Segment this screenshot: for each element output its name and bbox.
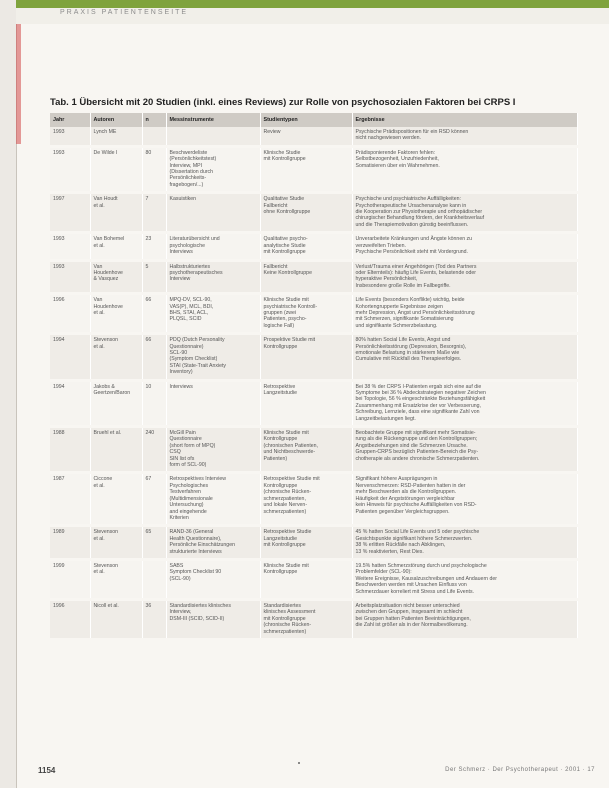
cell-line: 80% hatten Social Life Events, Angst und bbox=[355, 337, 451, 344]
cell-line: kein Hinweis für psychische Auffälligkeiten von RSD- bbox=[355, 502, 477, 509]
column-header-study-type: Studientypen bbox=[260, 113, 352, 127]
cell-line: 45 % hatten Social Life Events und 5 oder psychische bbox=[355, 529, 480, 536]
cell-line: (SCL-90) bbox=[169, 575, 191, 582]
cell-line: logische Fall) bbox=[263, 322, 295, 329]
cell-instruments bbox=[166, 334, 260, 380]
cell-authors bbox=[90, 559, 142, 599]
cell-authors bbox=[90, 146, 142, 192]
cell-line: Schmerzdauer korreliert mit Stress und Life Events. bbox=[355, 588, 474, 595]
cell-n bbox=[142, 127, 166, 146]
table-row bbox=[50, 526, 577, 560]
cell-year: 1989 bbox=[50, 526, 90, 560]
cell-instruments bbox=[166, 294, 260, 334]
section-label: PRAXIS PATIENTENSEITE bbox=[60, 9, 189, 16]
cell-line: Psychische Persönlichkeit steht mit Vordergrund. bbox=[355, 249, 468, 256]
studies-table bbox=[50, 113, 578, 641]
cell-year: 1996 bbox=[50, 294, 90, 334]
cell-line: Interview, bbox=[169, 609, 192, 616]
cell-n: 240 bbox=[142, 427, 166, 473]
cell-study-type bbox=[260, 146, 352, 192]
cell-line: Fallbericht bbox=[263, 263, 288, 270]
cell-line: Questionnaire) bbox=[169, 343, 204, 350]
cell-line: Problemfelder (SCL-90): bbox=[355, 569, 412, 576]
cell-line: and eingehende bbox=[169, 508, 207, 515]
cell-line: schmerzpatienten) bbox=[263, 508, 307, 515]
cell-results bbox=[352, 526, 577, 560]
cell-year: 1993 bbox=[50, 146, 90, 192]
cell-line: Symptome bei 36 % Abdeckstrategien negativer Zeichen bbox=[355, 390, 486, 396]
cell-line: Van Bohemel bbox=[93, 236, 125, 243]
cell-line: Patienten) bbox=[263, 455, 288, 462]
cell-n: 36 bbox=[142, 599, 166, 639]
cell-line: Klinische Studie bbox=[263, 149, 301, 156]
table-row bbox=[50, 294, 577, 334]
cell-line: Inventory) bbox=[169, 369, 193, 376]
cell-line: DSM-III (SCID, SCID-II) bbox=[169, 615, 225, 622]
cell-line: Bei 38 % der CRPS I-Patienten ergab sich eine auf die bbox=[355, 383, 482, 390]
cell-line: Literaturübersicht und bbox=[169, 236, 220, 243]
table-row bbox=[50, 473, 577, 526]
cell-line: Van bbox=[93, 263, 103, 270]
cell-study-type bbox=[260, 599, 352, 639]
table-row bbox=[50, 380, 577, 426]
cell-line: psychologische bbox=[169, 242, 205, 249]
cell-line: und lokale Nerven- bbox=[263, 502, 308, 509]
cell-line: chirurgischer Behandlung fördern, der Krankheitsverlauf bbox=[355, 215, 485, 222]
cell-authors bbox=[90, 473, 142, 526]
cell-line: gruppen (zwei bbox=[263, 309, 297, 316]
cell-year: 1996 bbox=[50, 599, 90, 639]
cell-line: Beobachtete Gruppe mit signifikant mehr Somatisie- bbox=[355, 430, 476, 437]
cell-line: Houdenhove bbox=[93, 303, 123, 310]
cell-line: Beschwerden werden mit Ursachen Einfluss von bbox=[355, 582, 467, 589]
cell-year: 1993 bbox=[50, 260, 90, 294]
cell-line: Stevenson bbox=[93, 337, 119, 344]
cell-line: Häufigkeit der Angststörungen vergleichbar bbox=[355, 495, 455, 502]
cell-line: schmerzpatienten) bbox=[263, 628, 307, 635]
cell-line: und signifikante Schmerzbelastung. bbox=[355, 322, 438, 329]
cell-instruments bbox=[166, 380, 260, 426]
column-header-authors: Autoren bbox=[90, 113, 142, 127]
cell-line: Psychologisches bbox=[169, 482, 209, 489]
cell-line: Patienten, psycho- bbox=[263, 316, 307, 323]
cell-line: et al. bbox=[93, 535, 105, 542]
cell-line: Insbesondere große Rolle im Fallbegriffe. bbox=[355, 282, 451, 289]
cell-study-type bbox=[260, 526, 352, 560]
cell-line: bei Gruppen hatten Patienten Beeinträchtigungen, bbox=[355, 615, 471, 622]
cell-results bbox=[352, 559, 577, 599]
cell-n: 23 bbox=[142, 233, 166, 260]
cell-line: ohne Kontrollgruppe bbox=[263, 209, 311, 216]
cell-year: 1994 bbox=[50, 334, 90, 380]
cell-line: Klinische Studie mit bbox=[263, 297, 309, 304]
cell-line: Kasuistiken bbox=[169, 196, 197, 203]
cell-line: mit Kontrollgruppe bbox=[263, 249, 306, 256]
cell-study-type bbox=[260, 427, 352, 473]
cell-line: (chronische Rücken- bbox=[263, 622, 312, 629]
cell-line: et al. bbox=[93, 569, 105, 576]
cell-n: 65 bbox=[142, 526, 166, 560]
cell-line: (short form of MPQ) bbox=[169, 442, 216, 449]
cell-line: mit Kontrollgruppe bbox=[263, 156, 306, 163]
cell-line: Unverarbeitete Kränkungen und Ängste können zu bbox=[355, 236, 473, 243]
cell-results bbox=[352, 334, 577, 380]
cell-line: De Wilde I bbox=[93, 149, 118, 156]
cell-instruments bbox=[166, 146, 260, 192]
table-row bbox=[50, 127, 577, 146]
cell-line: et al. bbox=[93, 242, 105, 249]
cell-line: Psychische Prädispositionen für ein RSD können bbox=[355, 129, 469, 135]
table-body bbox=[50, 127, 577, 640]
cell-line: Weitere Ereignisse, Kausalzuschreibungen und Andauern der bbox=[355, 575, 497, 582]
cell-line: STAI (State-Trait Anxiety bbox=[169, 362, 227, 369]
cell-line: Stevenson bbox=[93, 529, 119, 536]
cell-line: Persönliche Einschätzungen bbox=[169, 542, 235, 549]
cell-results bbox=[352, 380, 577, 426]
cell-n: 10 bbox=[142, 380, 166, 426]
cell-authors bbox=[90, 127, 142, 146]
cell-line: die Kooperation zur Physiotherapie und orthopädischer bbox=[355, 209, 483, 216]
cell-n: 5 bbox=[142, 260, 166, 294]
cell-authors bbox=[90, 260, 142, 294]
cell-line: Stevenson bbox=[93, 562, 119, 569]
cell-line: Beschwerdeliste bbox=[169, 149, 208, 156]
cell-line: & Vasquez bbox=[93, 276, 119, 283]
cell-study-type bbox=[260, 260, 352, 294]
cell-line: klinisches Assessment bbox=[263, 609, 316, 616]
cell-line: Keine Kontrollgruppe bbox=[263, 269, 312, 276]
cell-line: Persönlichkeitsstörung (Depression, Besorgnis), bbox=[355, 343, 467, 350]
cell-line: Klinische Studie mit bbox=[263, 430, 309, 437]
cell-line: 19.5% hatten Schmerzstörung durch und psychologische bbox=[355, 562, 487, 569]
cell-results bbox=[352, 127, 577, 146]
cell-line: Interview bbox=[169, 276, 191, 283]
cell-line: CSQ bbox=[169, 449, 181, 456]
cell-study-type bbox=[260, 294, 352, 334]
cell-line: mit Kontrollgruppe bbox=[263, 615, 306, 622]
cell-line: Psychische und psychiatrische Auffälligkeiten: bbox=[355, 196, 461, 203]
cell-n bbox=[142, 559, 166, 599]
cell-line: Retrospektive Studie bbox=[263, 529, 312, 536]
cell-line: Langzeitstudie bbox=[263, 535, 297, 542]
cell-authors bbox=[90, 233, 142, 260]
cell-line: Life Events (besonders Konflikte) wichtig, beide bbox=[355, 297, 465, 304]
cell-line: Prädisponierende Faktoren fehlen: bbox=[355, 149, 436, 156]
cell-line: 13 % reaktivierten, Rest Dies. bbox=[355, 548, 424, 555]
margin-rule bbox=[16, 24, 21, 144]
cell-line: (Symptom Checklist) bbox=[169, 356, 218, 363]
cell-line: (Dissertation durch bbox=[169, 169, 214, 176]
cell-line: analytische Studie bbox=[263, 242, 306, 249]
cell-line: Qualitative psycho- bbox=[263, 236, 308, 243]
cell-study-type bbox=[260, 334, 352, 380]
table-header-row bbox=[50, 113, 577, 127]
cell-line: chotherapie als andere chronische Schmerzpatienten. bbox=[355, 455, 480, 462]
cell-line: Fallbericht bbox=[263, 202, 288, 209]
cell-line: Review bbox=[263, 129, 281, 135]
cell-year: 1993 bbox=[50, 127, 90, 146]
cell-line: Standardisiertes klinisches bbox=[169, 602, 231, 609]
cell-line: Kontrollgruppe bbox=[263, 436, 298, 443]
cell-results bbox=[352, 146, 577, 192]
cell-line: Zusammenhang mit Ersatzkrise der vor Verbesserung, bbox=[355, 402, 481, 409]
cell-line: SIN list ofs bbox=[169, 455, 195, 462]
cell-year: 1993 bbox=[50, 233, 90, 260]
cell-authors bbox=[90, 334, 142, 380]
cell-instruments bbox=[166, 193, 260, 233]
cell-study-type bbox=[260, 380, 352, 426]
cell-line: hyperaktive Persönlichkeit, bbox=[355, 276, 418, 283]
cell-line: psychotherapeutisches bbox=[169, 269, 223, 276]
cell-line: Ciccone bbox=[93, 476, 113, 483]
cell-line: Retrospektive bbox=[263, 383, 296, 390]
cell-line: MPQ-DV, SCL-90, bbox=[169, 297, 212, 304]
cell-line: VAS(P), MCL, BDI, bbox=[169, 303, 214, 310]
cell-line: fragebogen/...) bbox=[169, 181, 204, 188]
cell-line: Kontrollgruppe bbox=[263, 569, 298, 576]
cell-instruments bbox=[166, 427, 260, 473]
cell-line: Prospektive Studie mit bbox=[263, 337, 316, 344]
cell-line: SABS bbox=[169, 562, 184, 569]
cell-instruments bbox=[166, 127, 260, 146]
cell-line: Somatisieren über ein Wahrnehmen. bbox=[355, 162, 440, 169]
cell-instruments bbox=[166, 260, 260, 294]
cell-line: Gruppen-CRPS bezüglich Patienten-Bereich die Psy- bbox=[355, 449, 479, 456]
cell-line: Verlust/Trauma einer Angehörigen (Tod des Partners bbox=[355, 263, 477, 270]
cell-line: Langzeitbelastungen liegt. bbox=[355, 415, 416, 422]
cell-study-type bbox=[260, 233, 352, 260]
cell-line: Untersuchung) bbox=[169, 502, 204, 509]
cell-line: Kontrollgruppe bbox=[263, 343, 298, 350]
cell-instruments bbox=[166, 233, 260, 260]
cell-line: Nervenschmerzen: RSD-Patienten hatten in der bbox=[355, 482, 466, 489]
header-accent-bar bbox=[16, 0, 609, 8]
cell-line: Testverfahren bbox=[169, 489, 201, 496]
cell-year: 1999 bbox=[50, 559, 90, 599]
cell-study-type bbox=[260, 193, 352, 233]
cell-year: 1997 bbox=[50, 193, 90, 233]
footer-dot bbox=[298, 762, 300, 764]
cell-results bbox=[352, 294, 577, 334]
column-header-results: Ergebnisse bbox=[352, 113, 577, 127]
cell-results bbox=[352, 473, 577, 526]
cell-authors bbox=[90, 294, 142, 334]
cell-line: bei Topologie, 56 % eingeschränkte Beziehungsfähigkeit bbox=[355, 396, 486, 403]
cell-line: SCL-90 bbox=[169, 349, 188, 356]
cell-authors bbox=[90, 380, 142, 426]
cell-line: BHS, STAI, ACL, bbox=[169, 309, 209, 316]
cell-n: 7 bbox=[142, 193, 166, 233]
cell-line: Nicoll et al. bbox=[93, 602, 119, 609]
cell-line: et al. bbox=[93, 202, 105, 209]
table-row bbox=[50, 233, 577, 260]
cell-line: Selbstbezogenheit, Unzufriedenheit, bbox=[355, 156, 439, 163]
cell-results bbox=[352, 233, 577, 260]
cell-line: Kohortengrupperte Ergebnisse zeigen bbox=[355, 303, 443, 310]
cell-line: Retrospektive Studie mit bbox=[263, 476, 320, 483]
cell-line: et al. bbox=[93, 482, 105, 489]
cell-line: Bruehl et al. bbox=[93, 430, 122, 437]
cell-n: 80 bbox=[142, 146, 166, 192]
cell-line: Standardisiertes bbox=[263, 602, 301, 609]
cell-line: nicht nachgewiesen werden. bbox=[355, 135, 421, 142]
cell-line: Persönlichkeits- bbox=[169, 175, 207, 182]
cell-line: PDQ (Dutch Personality bbox=[169, 337, 225, 344]
cell-line: Geertzen/Baron bbox=[93, 390, 131, 396]
cell-study-type bbox=[260, 127, 352, 146]
cell-results bbox=[352, 427, 577, 473]
cell-line: emotionale Belastung in stärkerem Maße wie bbox=[355, 349, 460, 356]
cell-line: Cumulative mit Rückfall des Therapieerfolges. bbox=[355, 356, 462, 363]
cell-line: Health Questionnaire), bbox=[169, 535, 222, 542]
cell-line: oder Elternteils): häufig Life Events, belastende oder bbox=[355, 269, 477, 276]
table-row bbox=[50, 334, 577, 380]
cell-line: verzweifelten Trieben. bbox=[355, 242, 406, 249]
cell-line: et al. bbox=[93, 309, 105, 316]
cell-line: Halbstrukturiertes bbox=[169, 263, 211, 270]
cell-line: Patienten gegenüber Vergleichsgruppen. bbox=[355, 508, 450, 515]
column-header-n: n bbox=[142, 113, 166, 127]
cell-line: (chronischen Patienten, bbox=[263, 442, 319, 449]
cell-results bbox=[352, 193, 577, 233]
cell-authors bbox=[90, 526, 142, 560]
cell-study-type bbox=[260, 559, 352, 599]
cell-line: Qualitative Studie bbox=[263, 196, 305, 203]
cell-line: form of SCL-90) bbox=[169, 462, 207, 469]
cell-authors bbox=[90, 427, 142, 473]
page-number: 1154 bbox=[38, 766, 56, 775]
cell-year: 1987 bbox=[50, 473, 90, 526]
cell-authors bbox=[90, 599, 142, 639]
table-row bbox=[50, 193, 577, 233]
journal-citation: Der Schmerz · Der Psychotherapeut · 2001 · 17 bbox=[445, 767, 595, 773]
cell-line: Lynch ME bbox=[93, 129, 117, 135]
cell-line: Schreibung, Lernziele, dass eine signifikante Zahl von bbox=[355, 409, 480, 416]
cell-line: rung als die Rückengruppe und den Kontrollgruppen; bbox=[355, 436, 478, 443]
cell-line: Psychotherapeutische Ursachenanalyse kann in bbox=[355, 202, 467, 209]
cell-line: zwischen den Gruppen, insgesamt im schlecht bbox=[355, 609, 463, 616]
cell-line: mit Schmerzen, signifikante Somatisierung bbox=[355, 316, 454, 323]
table-caption: Tab. 1 Übersicht mit 20 Studien (inkl. eines Reviews) zur Rolle von psychosozialen Faktoren bei CRPS I bbox=[50, 97, 516, 108]
cell-instruments bbox=[166, 526, 260, 560]
cell-instruments bbox=[166, 599, 260, 639]
cell-line: Van Houdt bbox=[93, 196, 118, 203]
cell-instruments bbox=[166, 473, 260, 526]
cell-line: mehr Beschwerden als die Kontrollgruppen. bbox=[355, 489, 457, 496]
cell-line: Gesichtspunkte signifikant höhere Schmerzwerten. bbox=[355, 535, 473, 542]
cell-line: Retrospektives Interview bbox=[169, 476, 227, 483]
cell-line: Van bbox=[93, 297, 103, 304]
table-row bbox=[50, 146, 577, 192]
table-row bbox=[50, 260, 577, 294]
cell-line: 38 % erlitten Rückfälle nach Abklingen, bbox=[355, 542, 446, 549]
cell-study-type bbox=[260, 473, 352, 526]
cell-line: Signifikant höhere Ausprägungen in bbox=[355, 476, 438, 483]
cell-n: 66 bbox=[142, 294, 166, 334]
cell-line: mit Kontrollgruppe bbox=[263, 542, 306, 549]
cell-line: Symptom Checklist 90 bbox=[169, 569, 222, 576]
cell-results bbox=[352, 599, 577, 639]
table-row bbox=[50, 427, 577, 473]
cell-line: strukturierte Interviews bbox=[169, 548, 222, 555]
cell-line: mehr Depression, Angst und Persönlichkeitsstörung bbox=[355, 309, 475, 316]
cell-instruments bbox=[166, 559, 260, 599]
table-row bbox=[50, 599, 577, 639]
cell-line: schmerzpatienten, bbox=[263, 495, 306, 502]
cell-line: Klinische Studie mit bbox=[263, 562, 309, 569]
cell-line: (Persönlichkeitstest) bbox=[169, 156, 217, 163]
cell-line: PLQSL, SCID bbox=[169, 316, 202, 323]
cell-line: Jakobs & bbox=[93, 383, 115, 390]
cell-line: Angstbeziehungen sind die Schmerzen Ursache. bbox=[355, 442, 468, 449]
cell-year: 1994 bbox=[50, 380, 90, 426]
cell-line: et al. bbox=[93, 343, 105, 350]
cell-line: Questionnaire bbox=[169, 436, 202, 443]
cell-n: 67 bbox=[142, 473, 166, 526]
cell-line: und Nichtbeschwerde- bbox=[263, 449, 316, 456]
cell-line: (chronische Rücken- bbox=[263, 489, 312, 496]
cell-line: Interviews bbox=[169, 249, 193, 256]
cell-line: die Zahl ist größer als in der Normalbevölkerung. bbox=[355, 622, 468, 629]
cell-results bbox=[352, 260, 577, 294]
column-header-instruments: Messinstrumente bbox=[166, 113, 260, 127]
cell-line: Langzeitstudie bbox=[263, 390, 297, 396]
cell-line: Interview, MPI bbox=[169, 162, 203, 169]
cell-line: Houdenhove bbox=[93, 269, 123, 276]
cell-line: und die Therapiemotivation günstig beeinflussen. bbox=[355, 221, 469, 228]
cell-line: Kriterien bbox=[169, 514, 189, 521]
table-row bbox=[50, 559, 577, 599]
cell-n: 66 bbox=[142, 334, 166, 380]
cell-line: Interviews bbox=[169, 383, 193, 390]
cell-line: (Multidimensionale bbox=[169, 495, 213, 502]
cell-line: psychiatrische Kontroll- bbox=[263, 303, 318, 310]
cell-line: RAND-36 (General bbox=[169, 529, 214, 536]
cell-line: Arbeitsplatzsituation nicht besser unterschied bbox=[355, 602, 460, 609]
cell-line: McGill Pain bbox=[169, 430, 196, 437]
cell-authors bbox=[90, 193, 142, 233]
cell-line: Kontrollgruppe bbox=[263, 482, 298, 489]
column-header-year: Jahr bbox=[50, 113, 90, 127]
cell-year: 1988 bbox=[50, 427, 90, 473]
